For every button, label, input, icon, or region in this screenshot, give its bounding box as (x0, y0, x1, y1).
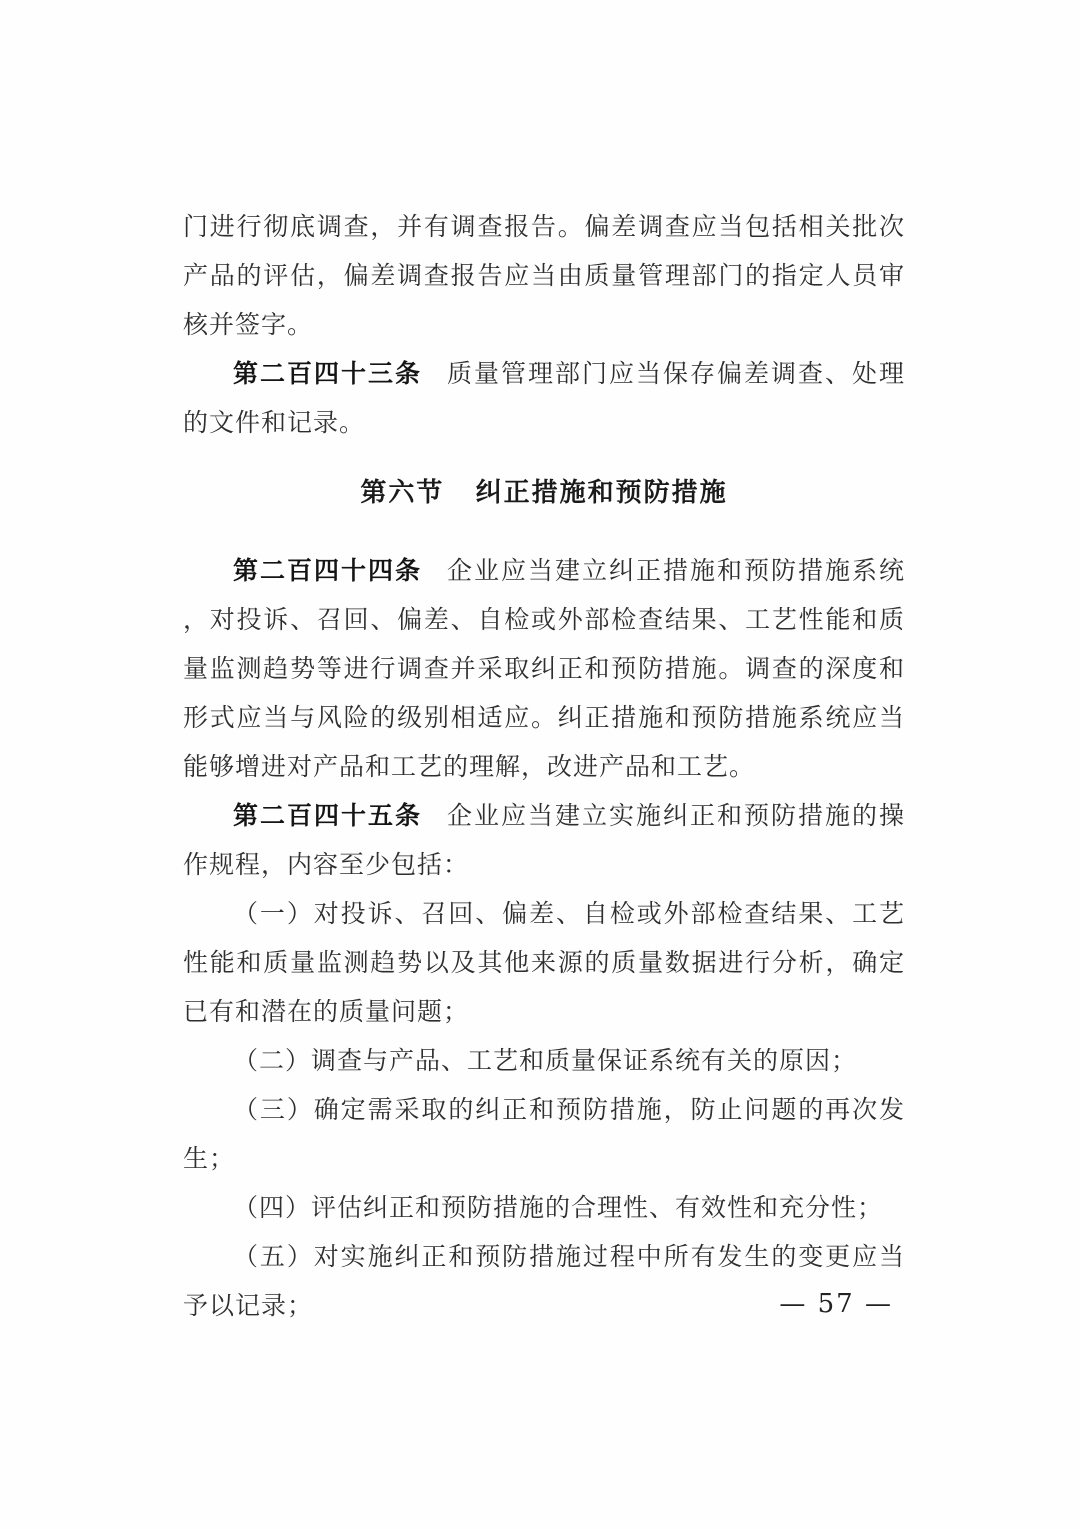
page-number: — 57 — (779, 1289, 893, 1319)
paragraph-continuation: 门进行彻底调查，并有调查报告。偏差调查应当包括相关批次产品的评估，偏差调查报告应当由质量管理部门的指定人员审核并签字。 (183, 212, 905, 339)
article-244-text: 企业应当建立纠正措施和预防措施系统，对投诉、召回、偏差、自检或外部检查结果、工艺性能和质量监测趋势等进行调查并采取纠正和预防措施。调查的深度和形式应当与风险的级别相适应。纠正措施和预防措施系统应当能够增进对产品和工艺的理解，改进产品和工艺。 (183, 556, 905, 781)
article-244-paragraph (183, 546, 905, 791)
article-243-number: 第二百四十三条 (233, 359, 422, 388)
article-243-text: 质量管理部门应当保存偏差调查、处理的文件和记录。 (183, 359, 905, 437)
article-245-number: 第二百四十五条 (233, 801, 422, 830)
section-header (183, 469, 905, 518)
section-number: 第六节 (360, 478, 445, 508)
article-245-text: 企业应当建立实施纠正和预防措施的操作规程，内容至少包括： (183, 801, 905, 879)
clause-5: （五）对实施纠正和预防措施过程中所有发生的变更应当予以记录； (183, 1242, 905, 1320)
article-245-paragraph (183, 791, 905, 889)
page-content (183, 202, 905, 1330)
section-title: 纠正措施和预防措施 (475, 478, 728, 508)
clause-3: （三）确定需采取的纠正和预防措施，防止问题的再次发生； (183, 1095, 905, 1173)
article-243-paragraph (183, 349, 905, 447)
clause-4: （四）评估纠正和预防措施的合理性、有效性和充分性； (233, 1193, 884, 1222)
article-244-number: 第二百四十四条 (233, 556, 422, 585)
clause-2: （二）调查与产品、工艺和质量保证系统有关的原因； (233, 1046, 858, 1075)
clause-1: （一）对投诉、召回、偏差、自检或外部检查结果、工艺性能和质量监测趋势以及其他来源的质量数据进行分析，确定已有和潜在的质量问题； (183, 899, 905, 1026)
